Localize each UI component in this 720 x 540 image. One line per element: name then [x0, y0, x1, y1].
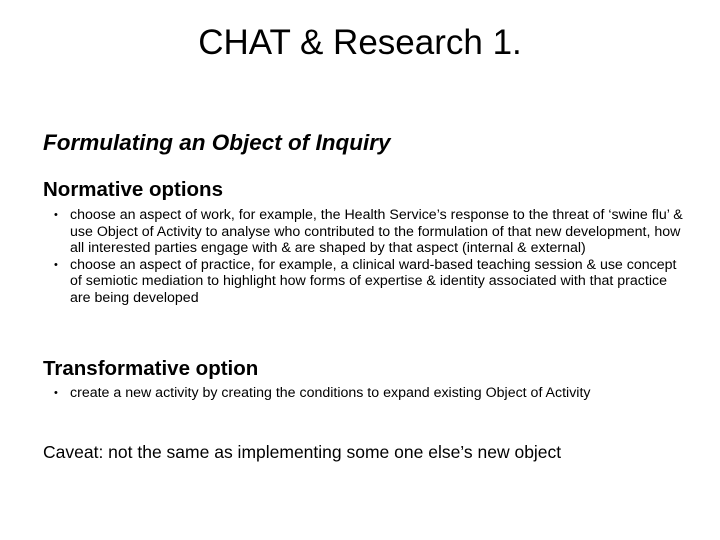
bullet-icon: • [54, 209, 58, 221]
transformative-option-heading: Transformative option [43, 357, 259, 380]
list-item [43, 257, 683, 307]
transformative-option-list [43, 385, 683, 402]
slide-title: CHAT & Research 1. [198, 23, 522, 62]
bullet-icon: • [54, 387, 58, 399]
normative-options-heading: Normative options [43, 178, 223, 201]
list-item [43, 207, 683, 257]
slide-subtitle: Formulating an Object of Inquiry [43, 130, 391, 155]
list-item-text: choose an aspect of work, for example, the Health Service’s response to the threat of ‘swine flu’ & use Object of Activity to analyse who contributed to the formulation of that new development, how all interested parties engage with & are shaped by that aspect (internal & external) [70, 207, 683, 256]
list-item-text: choose an aspect of practice, for example, a clinical ward-based teaching session & use concept of semiotic mediation to highlight how forms of expertise & identity associated with that practice are being developed [70, 256, 677, 306]
caveat-text: Caveat: not the same as implementing some one else’s new object [43, 442, 562, 462]
list-item [43, 385, 683, 402]
list-item-text: create a new activity by creating the conditions to expand existing Object of Activity [70, 385, 591, 401]
bullet-icon: • [54, 258, 58, 271]
normative-options-list [43, 207, 683, 306]
